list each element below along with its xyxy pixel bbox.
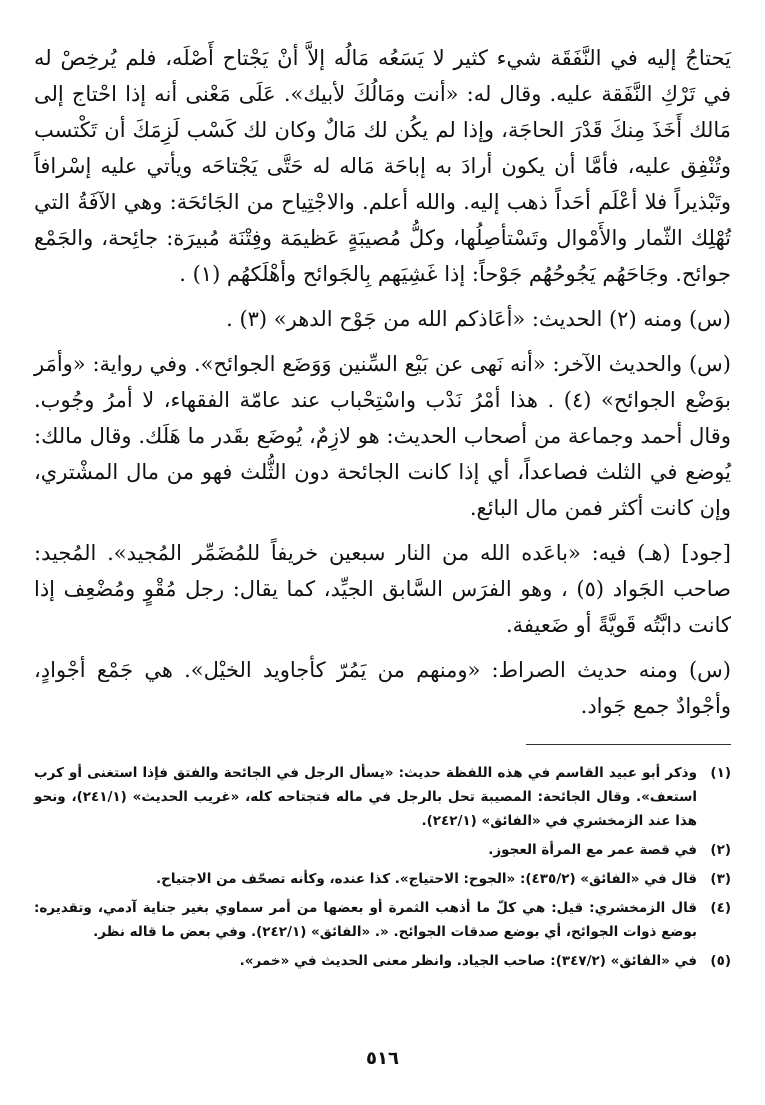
footnote-4 (34, 896, 731, 944)
footnote-text: قال في «الفائق» (٤٣٥/٢): «الجوح: الاحتياج». كذا عنده، وكأنه تصحّف من الاجتياح. (156, 871, 697, 887)
footnote-3 (34, 867, 731, 891)
footnote-divider (526, 744, 731, 745)
footnote-text: وذكر أبو عبيد القاسم في هذه اللفظة حديث: «يسأل الرجل في الجائحة والفتق فإذا استغنى أو كرب استعف». وقال الجائحة: المصيبة تحل بالرجل في ماله فتجتاحه كله، «غريب الحديث» (٢٤١/١)، ونحو هذا عند الزمخشري في «الفائق» (٢٤٢/١). (34, 765, 698, 829)
footnote-number: (٣) (710, 871, 731, 887)
paragraph-3: (س) والحديث الآخر: «أنه نَهى عن بَيْع السِّنين وَوَضَع الجوائح». وفي رواية: «وأمَر بوَضْع الجوائح» (٤) . هذا أمْرُ نَدْب واسْتِحْباب عند عامّة الفقهاء، لا أمرُ وجُوب. وقال أحمد وجماعة من أصحاب الحديث: هو لازِمٌ، يُوضَع بقَدر ما هَلَك. وقال مالك: يُوضع في الثلث فصاعداً، أي إذا كانت الجائحة دون الثُّلث فهو من مال المشْتري، وإن كانت أكثر فمن مال البائع. (34, 352, 731, 520)
footnote-2 (34, 838, 731, 862)
footnotes (34, 761, 731, 973)
footnote-text: في «الفائق» (٣٤٧/٢): صاحب الجياد. وانظر معنى الحديث في «خمر». (239, 953, 697, 969)
footnote-number: (٢) (710, 842, 731, 858)
footnote-number: (١) (710, 765, 731, 781)
footnote-text: قال الزمخشري: قيل: هي كلّ ما أذهب الثمرة أو بعضها من أمر سماوي بغير جناية آدمي، وتقديره: بوضع ذوات الجوائح، أي بوضع صدقات الجوائح. «. «الفائق» (٢٤٢/١). وفي بعض ما قاله نظر. (34, 900, 697, 940)
footnote-text: في قصة عمر مع المرأة العجوز. (488, 842, 697, 858)
page-body (34, 40, 731, 978)
footnote-number: (٤) (710, 900, 731, 916)
footnote-5 (34, 949, 731, 973)
paragraph-1: يَحتاجُ إليه في النَّفَقَة شيء كثير لا يَسَعُه مَالُه إلاَّ أنْ يَجْتاح أَصْلَه، فلم يُرخِصْ له في تَرْكِ النَّفَقة عليه. وقال له: «أنت ومَالُكَ لأبيك». عَلَى مَعْنى أنه إذا احْتاج إلى مَالك أَخَذَ مِنكَ قَدْرَ الحاجَة، وإذا لم يكُن لك مَالٌ وكان لك كَسْب لَزِمَكَ أن تَكْتسب وتُنْفِق عليه، فأمَّا أن يكون أرادَ به إباحَة مَاله له حَتَّى يَجْتاحَه ويأتي عليه إسْرافاً وتَبْذيراً فلا أعْلَم أحَداً ذهب إليه. والله أعلم. والاجْتِياح من الجَائحَة: وهي الآفَةُ التي تُهْلِك الثّمار والأَمْوال وتَسْتأصِلُها، وكلُّ مُصيبَةٍ عَظيمَة وفِتْنَة مُبيرَة: جائِحة، والجَمْع جوائح. وجَاحَهُم يَجُوحُهُم جَوْحاً: إذا غَشِيَهم بِالجَوائح وأهْلَكهُم (١) . (34, 46, 731, 286)
paragraph-4-entry-jwd: [جود] (هـ) فيه: «باعَده الله من النار سبعين خريفاً للمُضَمِّر المُجيد». المُجيد: صاحب الجَواد (٥) ، وهو الفرَس السَّابق الجيِّد، كما يقال: رجل مُقْوٍ ومُضْعِف إذا كانت دابَّتُه قَويَّةً أو ضَعيفة. (34, 541, 731, 637)
footnote-number: (٥) (710, 953, 731, 969)
page-number: ٥١٦ (366, 1048, 399, 1069)
paragraph-5: (س) ومنه حديث الصراط: «ومنهم من يَمُرّ كأجاويد الخيْل». هي جَمْع أجْوادٍ، وأجْوادٌ جمع جَواد. (34, 658, 731, 718)
paragraph-2: (س) ومنه (٢) الحديث: «أعَاذكم الله من جَوْح الدهر» (٣) . (226, 307, 731, 331)
footnote-1 (34, 761, 731, 833)
